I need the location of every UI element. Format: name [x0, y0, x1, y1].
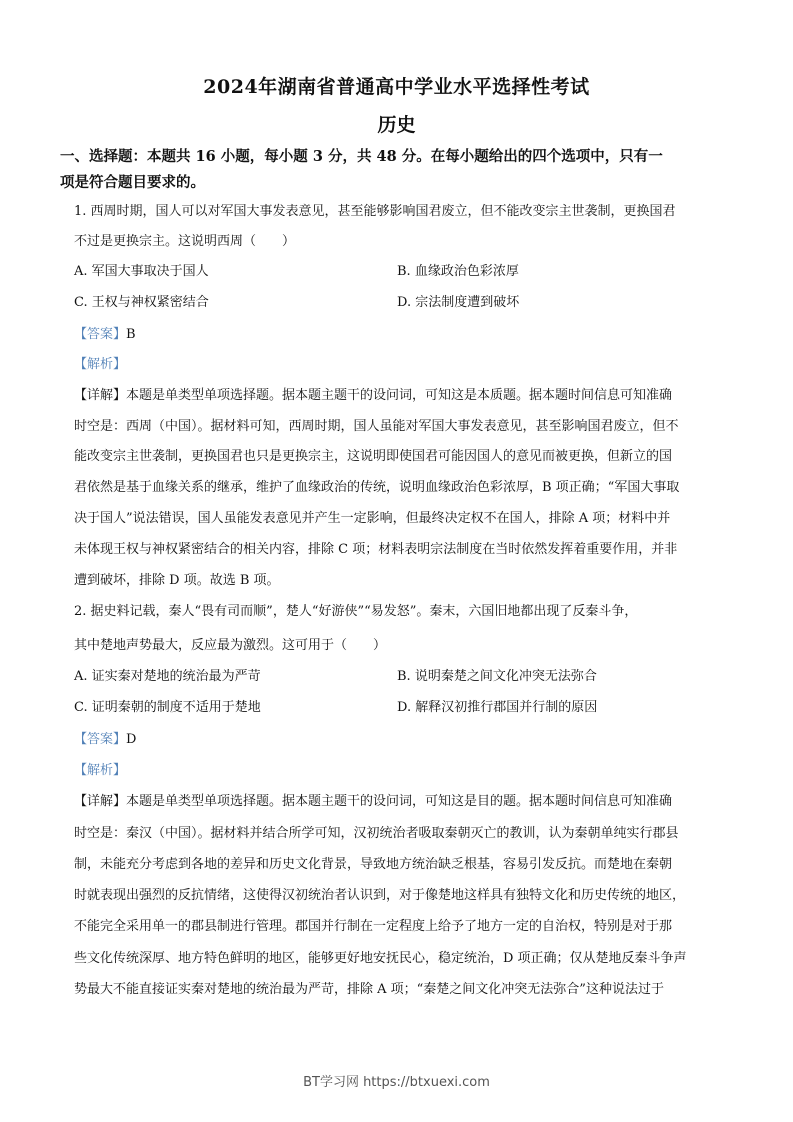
detail-line: 遭到破坏，排除 D 项。故选 B 项。	[74, 573, 280, 588]
detail-line: 未体现王权与神权紧密结合的相关内容，排除 C 项；材料表明宗法制度在当时依然发挥着重要作用，并非	[74, 542, 678, 557]
section-line-1: 一、选择题：本题共 16 小题，每小题 3 分，共 48 分。在每小题给出的四个选项中，只有一	[60, 148, 663, 165]
answer-value: B	[126, 327, 136, 342]
analysis-label: 【解析】	[74, 763, 127, 778]
section-line-2: 项是符合题目要求的。	[60, 174, 205, 191]
answer-label: 【答案】	[74, 327, 127, 342]
detail-line: 些文化传统深厚、地方特色鲜明的地区，能够更好地安抚民心，稳定统治，D 项正确；仅从楚地反秦斗争声	[74, 951, 687, 966]
detail-line: 时空是：西周（中国）。据材料可知，西周时期，国人虽能对军国大事发表意见，甚至影响国君废立，但不	[74, 419, 679, 434]
detail-line: 君依然是基于血缘关系的继承，维护了血缘政治的传统，说明血缘政治色彩浓厚，B 项正确；“军国大事取	[74, 480, 680, 495]
detail-line: 时就表现出强烈的反抗情绪，这使得汉初统治者认识到，对于像楚地这样具有独特文化和历史传统的地区，	[74, 888, 686, 903]
option-a: A. 证实秦对楚地的统治最为严苛	[74, 669, 261, 684]
answer-value: D	[126, 732, 137, 747]
exam-title: 2024年湖南省普通高中学业水平选择性考试	[203, 76, 590, 98]
question-stem-line: 2. 据史料记载，秦人“畏有司而顺”，楚人“好游侠”“易发怒”。秦末，六国旧地都出现了反秦斗争，	[74, 604, 638, 619]
detail-line: 【详解】本题是单类型单项选择题。据本题主题干的设问词，可知这是本质题。据本题时间信息可知准确	[74, 388, 673, 403]
detail-line: 能改变宗主世袭制，更换国君也只是更换宗主，这说明即使国君可能因国人的意见而被更换，但新立的国	[74, 449, 673, 464]
detail-line: 不能完全采用单一的郡县制进行管理。郡国并行制在一定程度上给予了地方一定的自治权，特别是对于那	[74, 919, 673, 934]
analysis-label: 【解析】	[74, 357, 127, 372]
answer-label: 【答案】	[74, 732, 127, 747]
question-stem-line: 不过是更换宗主。这说明西周（ ）	[74, 234, 296, 249]
answer-row	[74, 326, 136, 344]
detail-line: 制，未能充分考虑到各地的差异和历史文化背景，导致地方统治缺乏根基，容易引发反抗。而楚地在秦朝	[74, 857, 673, 872]
detail-line: 势最大不能直接证实秦对楚地的统治最为严苛，排除 A 项；“秦楚之间文化冲突无法弥合”这种说法过于	[74, 982, 664, 997]
option-c: C. 证明秦朝的制度不适用于楚地	[74, 700, 261, 715]
answer-row	[74, 731, 136, 749]
question-stem-line: 1. 西周时期，国人可以对军国大事发表意见，甚至能够影响国君废立，但不能改变宗主世袭制，更换国君	[74, 204, 676, 219]
option-b: B. 血缘政治色彩浓厚	[397, 264, 519, 279]
question-stem-line: 其中楚地声势最大，反应最为激烈。这可用于（ ）	[74, 638, 387, 653]
detail-line: 时空是：秦汉（中国）。据材料并结合所学可知，汉初统治者吸取秦朝灭亡的教训，认为秦朝单纯实行郡县	[74, 826, 679, 841]
detail-line: 决于国人”说法错误，国人虽能发表意见并产生一定影响，但最终决定权不在国人，排除 A 项；材料中并	[74, 511, 671, 526]
option-a: A. 军国大事取决于国人	[74, 264, 209, 279]
detail-line: 【详解】本题是单类型单项选择题。据本题主题干的设问词，可知这是目的题。据本题时间信息可知准确	[74, 794, 673, 809]
subject-title: 历史	[377, 114, 416, 136]
site-watermark: BT学习网 https://btxuexi.com	[303, 1075, 490, 1090]
option-d: D. 解释汉初推行郡国并行制的原因	[397, 700, 598, 715]
section-instructions	[60, 144, 740, 196]
option-d: D. 宗法制度遭到破坏	[397, 295, 520, 310]
option-b: B. 说明秦楚之间文化冲突无法弥合	[397, 669, 597, 684]
option-c: C. 王权与神权紧密结合	[74, 295, 209, 310]
